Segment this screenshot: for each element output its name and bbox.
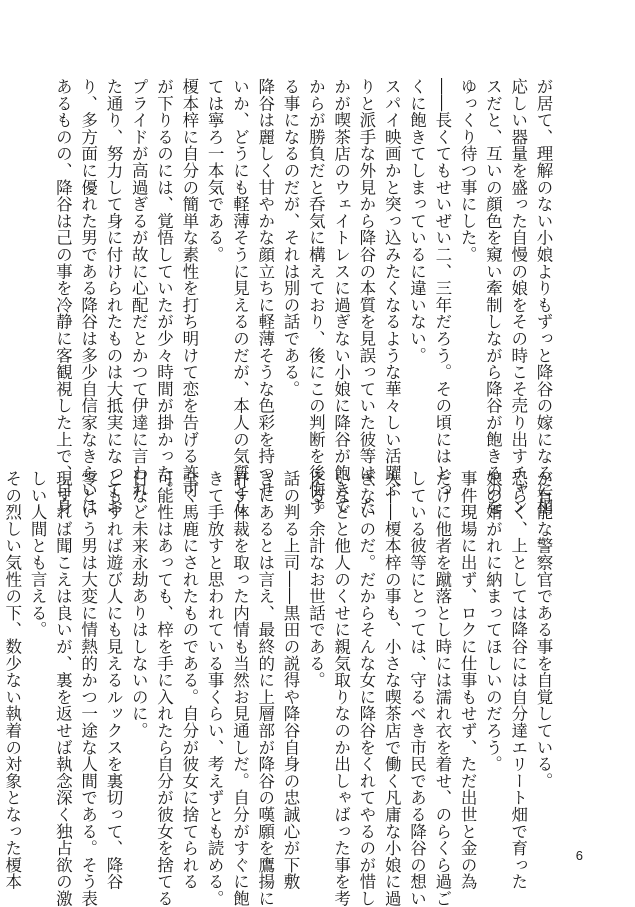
text-column: 全く馬鹿にされたものである。自分が彼女に捨てられる xyxy=(179,470,199,890)
text-column: 事件現場に出ず、ロクに仕事もせず、ただ出世と金の為 xyxy=(458,470,478,890)
text-column: あるものの、降谷は己の事を冷静に客観視した上で、自身 xyxy=(53,78,73,515)
text-column: いか、どうにも軽薄そうに見えるのだが、本人の気質とし xyxy=(230,78,250,515)
text-column: 榎本梓に自分の簡単な素性を打ち明けて恋を告げる許可 xyxy=(179,78,199,498)
text-column: ぎないのだ。だからそんな女に降谷をくれてやるのが惜し xyxy=(356,470,376,907)
text-column: 娘の婿がれに納まってほしいのだろう。 xyxy=(483,470,503,773)
text-column: スだと、互いの顔色を窺い牽制しながら降谷が飽きるのを xyxy=(483,78,503,515)
text-column: しい人間とも言える。 xyxy=(28,470,48,638)
text-column: える。余計なお世話である。 xyxy=(306,470,326,689)
text-column: プライドが高過ぎるが故に心配だとかつて伊達に言われ xyxy=(129,78,149,498)
text-column: 日など未来永劫ありはしないのに。 xyxy=(129,470,149,739)
text-column: している彼等にとっては、守るべき市民である降谷の想い xyxy=(407,470,427,907)
text-column: が居て、理解のない小娘よりもずっと降谷の嫁になるに相 xyxy=(534,78,553,515)
text-column: 話の判る上司――黒田の説得や降谷自身の忠誠心が下敷 xyxy=(281,470,301,890)
text-column: ては寧ろ一本気である。 xyxy=(205,78,225,263)
lower-text-block xyxy=(2,470,556,907)
text-column: が下りるのには、覚悟していたが少々時間が掛かった。 xyxy=(154,78,174,498)
page-number: 6 xyxy=(575,848,583,863)
text-column: きて手放すと思われている事くらい、考えずとも読める。 xyxy=(205,470,225,907)
text-column: 恐らく、上としては降谷には自分達エリート畑で育った xyxy=(508,470,528,890)
text-column: る事になるのだが、それは別の話である。 xyxy=(281,78,301,398)
upper-text-block xyxy=(53,78,556,515)
text-column: きにあるとは言え、最終的に上層部が降谷の嘆願を鷹揚に xyxy=(255,470,275,907)
text-column: その烈しい気性の下、数少ない執着の対象となった榎本 xyxy=(2,470,22,890)
text-column: 人――榎本梓の事も、小さな喫茶店で働く凡庸な小娘に過 xyxy=(382,470,402,907)
text-column: だけに他者を蹴落とし時には濡れ衣を着せ、のらくら過ご xyxy=(432,470,452,907)
text-column: り、多方面に優れた男である降谷は多少自信家なきらいは xyxy=(78,78,98,515)
text-column: 可能性はあっても、梓を手に入れたら自分が彼女を捨てる xyxy=(154,470,174,907)
text-column: ――長くてもせいぜい二、三年だろう。その頃にはとっ xyxy=(432,78,452,498)
text-column: 現すれば聞こえは良いが、裏を返せば執念深く独占欲の激 xyxy=(53,470,73,907)
text-column: りと派手な外見から降谷の本質を見誤っていた彼等は、た xyxy=(356,78,376,515)
text-column: 零という男は大変に情熱的かつ一途な人間である。そう表 xyxy=(78,470,98,907)
text-column: 許す体裁を取った内情も当然お見通しだ。自分がすぐに飽 xyxy=(230,470,250,907)
text-column: いなどと他人のくせに親気取りなのか出しゃばった事を考 xyxy=(331,470,351,907)
text-column: かが喫茶店のウェイトレスに過ぎない小娘に降谷が飽きて xyxy=(331,78,351,515)
text-column: ゆっくり待つ事にした。 xyxy=(458,78,478,263)
text-column: が有能な警察官である事を自覚している。 xyxy=(534,470,553,790)
text-column: からが勝負だと呑気に構えており、後にこの判断を後悔す xyxy=(306,78,326,515)
text-column: 降谷は麗しく甘やかな顔立ちに軽薄そうな色彩を持つせ xyxy=(255,78,275,498)
text-column: ともすれば遊び人にも見えるルックスを裏切って、降谷 xyxy=(103,470,123,890)
text-column: た通り、努力して身に付けられたものは大抵実になってお xyxy=(103,78,123,515)
text-column: くに飽きてしまっているに違いない。 xyxy=(407,78,427,364)
text-column: 応しい器量を盛った自慢の娘をその時こそ売り出すチャン xyxy=(508,78,528,515)
text-column: スパイ映画かと突っ込みたくなるような華々しい活躍ぶ xyxy=(382,78,402,498)
